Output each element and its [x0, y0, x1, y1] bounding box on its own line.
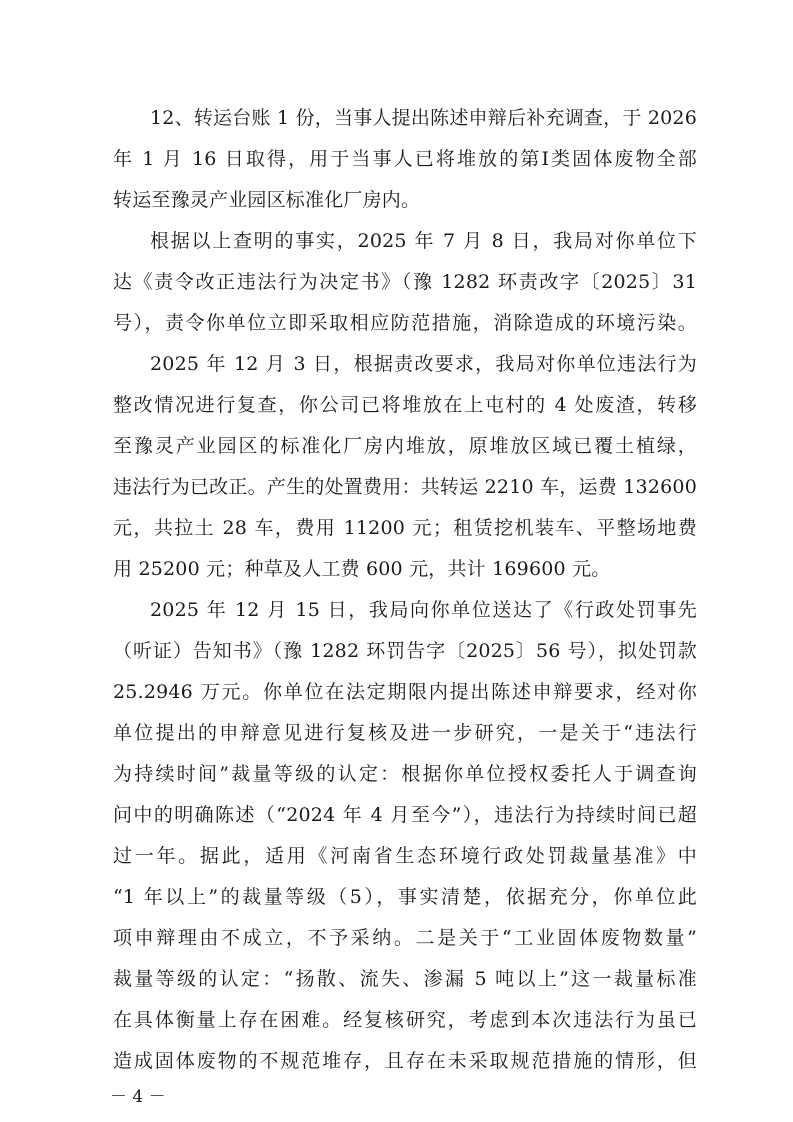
- body-text-line: 根据以上查明的事实，2025 年 7 月 8 日，我局对你单位下: [150, 230, 697, 252]
- body-text-line: 在具体衡量上存在困难。经复核研究，考虑到本次违法行为虽已: [113, 1009, 697, 1031]
- body-text-line: 项申辩理由不成立，不予采纳。二是关于“工业固体废物数量”: [113, 927, 697, 949]
- body-text-line: 转运至豫灵产业园区标准化厂房内。: [113, 189, 421, 211]
- body-text-line: 整改情况进行复查，你公司已将堆放在上屯村的 4 处废渣，转移: [113, 394, 697, 416]
- body-text-line: 裁量等级的认定：“扬散、流失、渗漏 5 吨以上”这一裁量标准: [113, 968, 697, 990]
- body-text-line: 至豫灵产业园区的标准化厂房内堆放，原堆放区域已覆土植绿，: [113, 435, 697, 457]
- body-text-line: 问中的明确陈述（“2024 年 4 月至今”），违法行为持续时间已超: [113, 804, 697, 826]
- body-text-line: 2025 年 12 月 15 日，我局向你单位送达了《行政处罚事先: [150, 599, 697, 621]
- body-text-line: 过一年。据此，适用《河南省生态环境行政处罚裁量基准》中: [113, 845, 697, 867]
- body-text-line: 元，共拉土 28 车，费用 11200 元；租赁挖机装车、平整场地费: [113, 517, 697, 539]
- body-text-line: 25.2946 万元。你单位在法定期限内提出陈述申辩要求，经对你: [113, 681, 697, 703]
- body-text-line: （听证）告知书》（豫 1282 环罚告字〔2025〕56 号），拟处罚款: [113, 640, 697, 662]
- body-text-line: 2025 年 12 月 3 日，根据责改要求，我局对你单位违法行为: [150, 353, 697, 375]
- body-text-line: 为持续时间”裁量等级的认定：根据你单位授权委托人于调查询: [113, 763, 697, 785]
- body-text-line: 号），责令你单位立即采取相应防范措施，消除造成的环境污染。: [113, 312, 697, 334]
- body-text-line: 12、转运台账 1 份，当事人提出陈述申辩后补充调查，于 2026: [150, 107, 697, 129]
- body-text-line: 单位提出的申辩意见进行复核及进一步研究，一是关于“违法行: [113, 722, 697, 744]
- body-text-line: 达《责令改正违法行为决定书》（豫 1282 环责改字〔2025〕31: [113, 271, 697, 293]
- body-text-line: “1 年以上”的裁量等级（5），事实清楚，依据充分，你单位此: [113, 886, 697, 908]
- body-text-line: 造成固体废物的不规范堆存，且存在未采取规范措施的情形，但: [113, 1050, 697, 1072]
- body-text-line: 年 1 月 16 日取得，用于当事人已将堆放的第Ⅰ类固体废物全部: [113, 148, 697, 170]
- page-number: － 4 －: [110, 1087, 166, 1107]
- body-text-line: 违法行为已改正。产生的处置费用：共转运 2210 车，运费 132600: [113, 476, 697, 498]
- body-text-line: 用 25200 元；种草及人工费 600 元，共计 169600 元。: [113, 558, 611, 580]
